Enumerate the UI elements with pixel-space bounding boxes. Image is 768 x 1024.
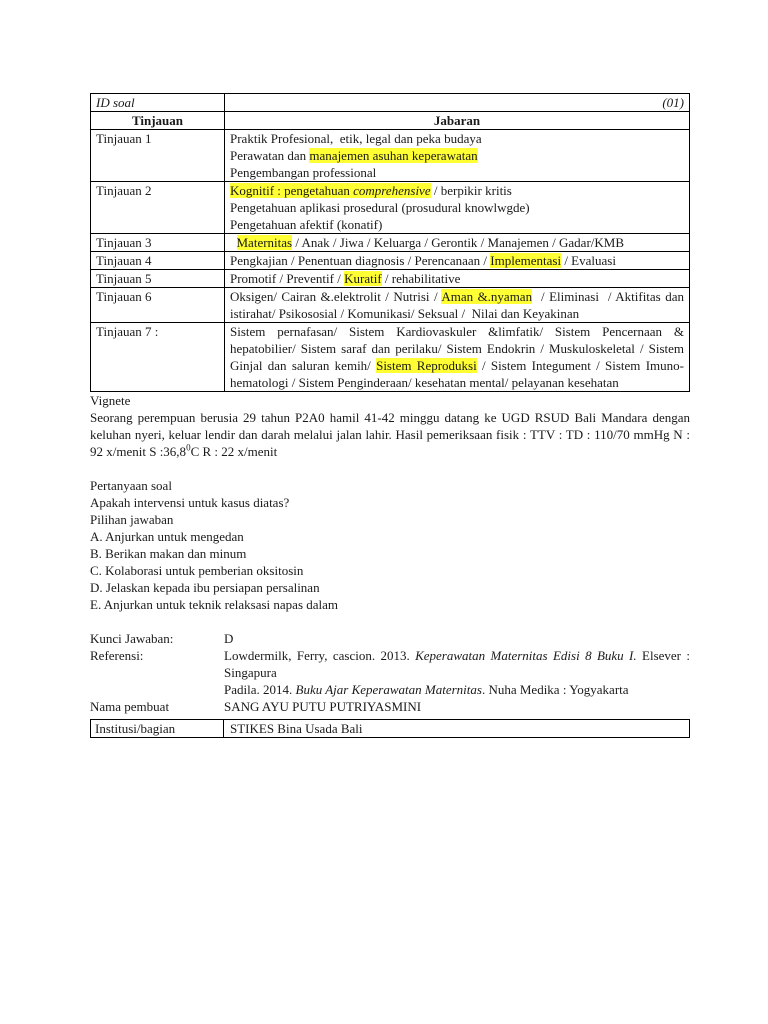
highlighted-text: manajemen asuhan keperawatan bbox=[309, 148, 478, 163]
tinjauan-label: Tinjauan 6 bbox=[91, 288, 225, 323]
table-row bbox=[91, 234, 690, 252]
degree-sup: 0 bbox=[186, 442, 191, 453]
table-row bbox=[91, 288, 690, 323]
tinjauan-label: Tinjauan 2 bbox=[91, 182, 225, 234]
text-segment: Sistem pernafasan/ Sistem Kardiovaskuler &limfatik/ Sistem Pencernaan & hepatobilier/ Sistem saraf dan perilaku/ Sistem Endokrin / Muskuloskeletal / Sistem Ginjal dan saluran kemih/ bbox=[230, 324, 688, 373]
reference-2: Padila. 2014. Buku Ajar Keperawatan Maternitas. Nuha Medika : Yogyakarta bbox=[224, 682, 629, 697]
text-segment bbox=[230, 235, 237, 250]
answer-option: B. Berikan makan dan minum bbox=[90, 546, 247, 561]
highlighted-text: Aman &.nyaman bbox=[441, 289, 533, 304]
vignette-heading: Vignete bbox=[90, 393, 131, 408]
answer-option: C. Kolaborasi untuk pemberian oksitosin bbox=[90, 563, 304, 578]
author-value: SANG AYU PUTU PUTRIYASMINI bbox=[224, 699, 422, 714]
jabaran-line bbox=[230, 147, 684, 164]
text-segment: / Sistem Integument / Sistem Imuno-hematologi / Sistem Penginderaan/ kesehatan mental/ pelayanan kesehatan bbox=[230, 358, 684, 390]
meta-section bbox=[90, 630, 690, 738]
answer-option: E. Anjurkan untuk teknik relaksasi napas dalam bbox=[90, 597, 339, 612]
highlighted-text: Sistem Reproduksi bbox=[376, 358, 477, 373]
vignette-text-main: Seorang perempuan berusia 29 tahun P2A0 hamil 41-42 minggu datang ke UGD RSUD Bali Mandara dengan keluhan nyeri, keluar lendir dan darah melalui jalan lahir. Hasil pemeriksaan fisik : TTV : TD : 110/70 mmHg N : 92 x/menit S :36,8 bbox=[90, 410, 690, 459]
jabaran-cell bbox=[225, 182, 690, 234]
institution-row bbox=[90, 719, 690, 738]
options-list bbox=[90, 528, 690, 613]
text-segment: Pengkajian / Penentuan diagnosis / Perencanaan / bbox=[230, 253, 491, 268]
text-segment: / Evaluasi bbox=[561, 253, 616, 268]
jabaran-cell bbox=[225, 288, 690, 323]
text-segment: Pengetahuan aplikasi prosedural (prosudural knowlwgde) bbox=[230, 200, 530, 215]
jabaran-cell bbox=[225, 252, 690, 270]
options-heading: Pilihan jawaban bbox=[90, 512, 174, 527]
jabaran-line bbox=[230, 288, 688, 322]
tinjauan-label: Tinjauan 4 bbox=[91, 252, 225, 270]
text-segment: / berpikir kritis bbox=[430, 183, 512, 198]
table-header bbox=[91, 112, 690, 130]
tinjauan-label: Tinjauan 3 bbox=[91, 234, 225, 252]
col-header-tinjauan: Tinjauan bbox=[91, 112, 225, 130]
tinjauan-label: Tinjauan 1 bbox=[91, 130, 225, 182]
jabaran-cell bbox=[225, 130, 690, 182]
text-segment: Promotif / Preventif / bbox=[230, 271, 345, 286]
highlighted-text: comprehensive bbox=[353, 183, 431, 198]
jabaran-line bbox=[230, 252, 684, 269]
reference-label: Referensi: bbox=[90, 648, 144, 663]
highlighted-text: Kuratif bbox=[344, 271, 382, 286]
text-segment: / Eliminasi / Aktifitas dan istirahat/ Psikososial / Komunikasi/ Seksual / Nilai dan Keyakinan bbox=[230, 289, 688, 321]
id-number: (01) bbox=[225, 94, 690, 112]
institution-value: STIKES Bina Usada Bali bbox=[230, 721, 363, 736]
jabaran-line bbox=[230, 216, 684, 233]
question-heading: Pertanyaan soal bbox=[90, 478, 172, 493]
review-table bbox=[90, 93, 690, 392]
question-text: Apakah intervensi untuk kasus diatas? bbox=[90, 495, 290, 510]
highlighted-text: Implementasi bbox=[490, 253, 562, 268]
text-segment: Oksigen/ Cairan &.elektrolit / Nutrisi / bbox=[230, 289, 442, 304]
highlighted-text: Kognitif : pengetahuan bbox=[230, 183, 354, 198]
vignette-text-end: C R : 22 x/menit bbox=[190, 444, 278, 459]
text-segment: Pengembangan professional bbox=[230, 165, 377, 180]
answer-option: A. Anjurkan untuk mengedan bbox=[90, 529, 244, 544]
jabaran-cell bbox=[225, 323, 690, 392]
institution-label: Institusi/bagian bbox=[91, 720, 224, 737]
text-segment: Perawatan dan bbox=[230, 148, 310, 163]
id-row bbox=[91, 94, 690, 112]
reference-1: Lowdermilk, Ferry, cascion. 2013. Keperawatan Maternitas Edisi 8 Buku I. Elsever : Singapura bbox=[224, 648, 691, 680]
jabaran-line bbox=[230, 270, 684, 287]
table-row bbox=[91, 182, 690, 234]
jabaran-cell bbox=[225, 270, 690, 288]
jabaran-line bbox=[230, 164, 684, 181]
jabaran-line bbox=[230, 234, 684, 251]
tinjauan-label: Tinjauan 7 : bbox=[91, 323, 225, 392]
text-segment: / rehabilitative bbox=[381, 271, 461, 286]
jabaran-cell bbox=[225, 234, 690, 252]
jabaran-line bbox=[230, 199, 684, 216]
answer-key-value: D bbox=[224, 631, 234, 646]
tinjauan-label: Tinjauan 5 bbox=[91, 270, 225, 288]
vignette-text bbox=[90, 409, 690, 460]
answer-option: D. Jelaskan kepada ibu persiapan persalinan bbox=[90, 580, 320, 595]
text-segment: / Anak / Jiwa / Keluarga / Gerontik / Manajemen / Gadar/KMB bbox=[292, 235, 624, 250]
question-sheet bbox=[90, 93, 690, 738]
jabaran-line bbox=[230, 182, 684, 199]
question-section bbox=[90, 477, 690, 613]
text-segment: Pengetahuan afektif (konatif) bbox=[230, 217, 383, 232]
vignette-section bbox=[90, 392, 690, 460]
table-row bbox=[91, 323, 690, 392]
answer-key-label: Kunci Jawaban: bbox=[90, 631, 174, 646]
table-row bbox=[91, 252, 690, 270]
highlighted-text: Maternitas bbox=[236, 235, 293, 250]
author-label: Nama pembuat bbox=[90, 699, 170, 714]
answer-key-row bbox=[90, 630, 690, 647]
author-row bbox=[90, 698, 690, 715]
table-row bbox=[91, 270, 690, 288]
jabaran-line bbox=[230, 323, 688, 391]
text-segment: Praktik Profesional, etik, legal dan peka budaya bbox=[230, 131, 482, 146]
jabaran-line bbox=[230, 130, 684, 147]
table-row bbox=[91, 130, 690, 182]
col-header-jabaran: Jabaran bbox=[225, 112, 690, 130]
reference-row bbox=[90, 647, 690, 698]
id-label: ID soal bbox=[91, 94, 225, 112]
